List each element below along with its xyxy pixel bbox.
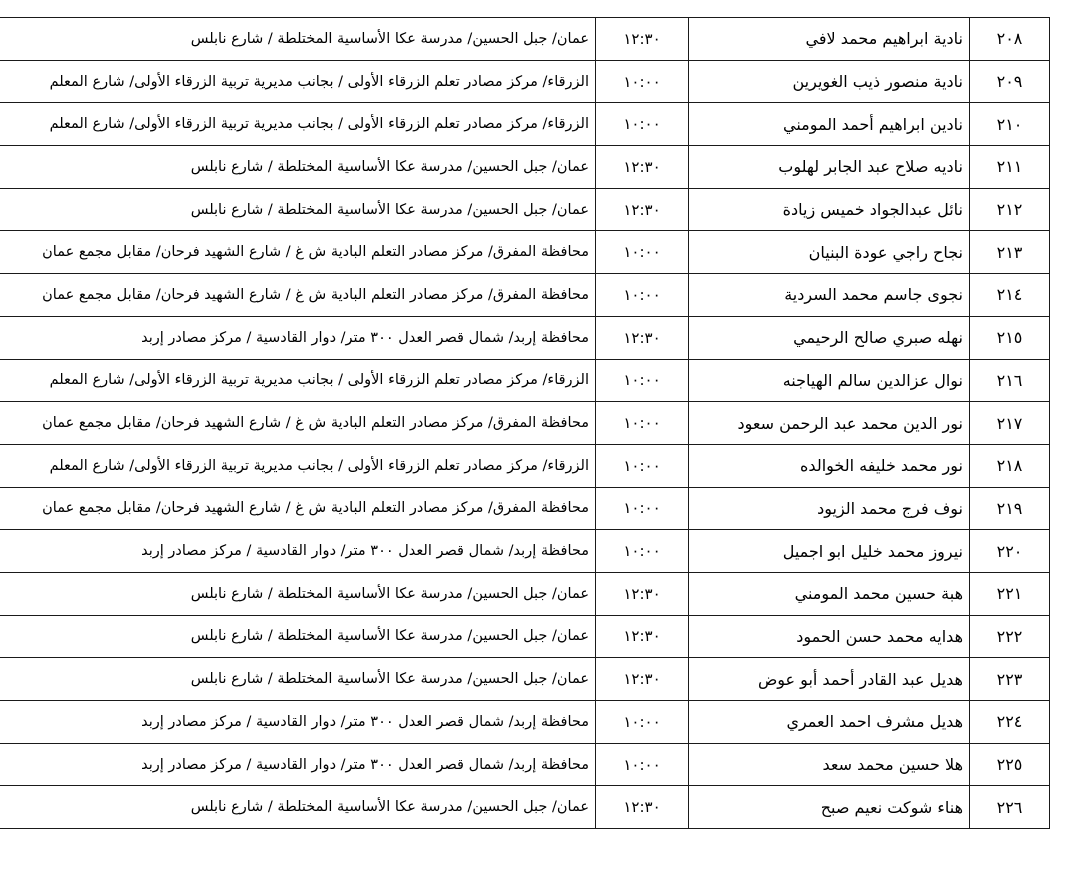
table-row bbox=[0, 615, 1050, 658]
person-name-cell: نجوى جاسم محمد السردية bbox=[689, 274, 970, 317]
appointment-time-cell: ١٠:٠٠ bbox=[596, 487, 689, 530]
serial-number-cell: ٢١٦ bbox=[970, 359, 1050, 402]
person-name-cell: نور محمد خليفه الخوالده bbox=[689, 444, 970, 487]
exam-location-cell: الزرقاء/ مركز مصادر تعلم الزرقاء الأولى / بجانب مديرية تربية الزرقاء الأولى/ شارع المعلم bbox=[0, 103, 596, 146]
appointment-time-cell: ١٠:٠٠ bbox=[596, 231, 689, 274]
exam-location-cell: محافظة إربد/ شمال قصر العدل ٣٠٠ متر/ دوار القادسية / مركز مصادر إربد bbox=[0, 743, 596, 786]
table-row bbox=[0, 743, 1050, 786]
serial-number-cell: ٢٢٥ bbox=[970, 743, 1050, 786]
person-name-cell: هديل عبد القادر أحمد أبو عوض bbox=[689, 658, 970, 701]
exam-location-cell: الزرقاء/ مركز مصادر تعلم الزرقاء الأولى / بجانب مديرية تربية الزرقاء الأولى/ شارع المعلم bbox=[0, 444, 596, 487]
exam-location-cell: عمان/ جبل الحسين/ مدرسة عكا الأساسية المختلطة / شارع نابلس bbox=[0, 572, 596, 615]
table-row bbox=[0, 530, 1050, 573]
table-row bbox=[0, 572, 1050, 615]
table-row bbox=[0, 103, 1050, 146]
serial-number-cell: ٢٢٦ bbox=[970, 786, 1050, 829]
person-name-cell: نائل عبدالجواد خميس زيادة bbox=[689, 188, 970, 231]
exam-location-cell: عمان/ جبل الحسين/ مدرسة عكا الأساسية المختلطة / شارع نابلس bbox=[0, 658, 596, 701]
appointment-time-cell: ١٠:٠٠ bbox=[596, 402, 689, 445]
appointment-time-cell: ١٠:٠٠ bbox=[596, 444, 689, 487]
serial-number-cell: ٢٢٠ bbox=[970, 530, 1050, 573]
exam-location-cell: محافظة إربد/ شمال قصر العدل ٣٠٠ متر/ دوار القادسية / مركز مصادر إربد bbox=[0, 530, 596, 573]
table-row bbox=[0, 60, 1050, 103]
table-row bbox=[0, 359, 1050, 402]
table-row bbox=[0, 701, 1050, 744]
appointment-time-cell: ١٢:٣٠ bbox=[596, 658, 689, 701]
exam-location-cell: محافظة المفرق/ مركز مصادر التعلم البادية ش غ / شارع الشهيد فرحان/ مقابل مجمع عمان bbox=[0, 402, 596, 445]
serial-number-cell: ٢١٤ bbox=[970, 274, 1050, 317]
person-name-cell: نادية منصور ذيب الغويرين bbox=[689, 60, 970, 103]
serial-number-cell: ٢١٣ bbox=[970, 231, 1050, 274]
table-row bbox=[0, 658, 1050, 701]
appointment-time-cell: ١٢:٣٠ bbox=[596, 786, 689, 829]
exam-location-cell: عمان/ جبل الحسين/ مدرسة عكا الأساسية المختلطة / شارع نابلس bbox=[0, 146, 596, 189]
serial-number-cell: ٢١٢ bbox=[970, 188, 1050, 231]
table-row bbox=[0, 274, 1050, 317]
exam-location-cell: محافظة إربد/ شمال قصر العدل ٣٠٠ متر/ دوار القادسية / مركز مصادر إربد bbox=[0, 316, 596, 359]
table-row bbox=[0, 402, 1050, 445]
appointment-time-cell: ١٢:٣٠ bbox=[596, 615, 689, 658]
schedule-table-body bbox=[0, 18, 1050, 829]
serial-number-cell: ٢٢٢ bbox=[970, 615, 1050, 658]
serial-number-cell: ٢١٩ bbox=[970, 487, 1050, 530]
person-name-cell: نجاح راجي عودة البنيان bbox=[689, 231, 970, 274]
serial-number-cell: ٢٢٣ bbox=[970, 658, 1050, 701]
exam-location-cell: محافظة المفرق/ مركز مصادر التعلم البادية ش غ / شارع الشهيد فرحان/ مقابل مجمع عمان bbox=[0, 487, 596, 530]
exam-location-cell: عمان/ جبل الحسين/ مدرسة عكا الأساسية المختلطة / شارع نابلس bbox=[0, 615, 596, 658]
serial-number-cell: ٢١٧ bbox=[970, 402, 1050, 445]
appointment-time-cell: ١٠:٠٠ bbox=[596, 743, 689, 786]
person-name-cell: نيروز محمد خليل ابو اجميل bbox=[689, 530, 970, 573]
appointment-time-cell: ١٢:٣٠ bbox=[596, 572, 689, 615]
exam-location-cell: محافظة المفرق/ مركز مصادر التعلم البادية ش غ / شارع الشهيد فرحان/ مقابل مجمع عمان bbox=[0, 231, 596, 274]
appointment-time-cell: ١٠:٠٠ bbox=[596, 274, 689, 317]
person-name-cell: نهله صبري صالح الرحيمي bbox=[689, 316, 970, 359]
appointment-time-cell: ١٠:٠٠ bbox=[596, 701, 689, 744]
serial-number-cell: ٢٠٩ bbox=[970, 60, 1050, 103]
serial-number-cell: ٢١٠ bbox=[970, 103, 1050, 146]
exam-location-cell: الزرقاء/ مركز مصادر تعلم الزرقاء الأولى / بجانب مديرية تربية الزرقاء الأولى/ شارع المعلم bbox=[0, 359, 596, 402]
person-name-cell: هناء شوكت نعيم صبح bbox=[689, 786, 970, 829]
table-row bbox=[0, 786, 1050, 829]
serial-number-cell: ٢٠٨ bbox=[970, 18, 1050, 61]
exam-location-cell: عمان/ جبل الحسين/ مدرسة عكا الأساسية المختلطة / شارع نابلس bbox=[0, 786, 596, 829]
exam-location-cell: عمان/ جبل الحسين/ مدرسة عكا الأساسية المختلطة / شارع نابلس bbox=[0, 18, 596, 61]
exam-location-cell: محافظة إربد/ شمال قصر العدل ٣٠٠ متر/ دوار القادسية / مركز مصادر إربد bbox=[0, 701, 596, 744]
person-name-cell: نادية ابراهيم محمد لافي bbox=[689, 18, 970, 61]
person-name-cell: هدايه محمد حسن الحمود bbox=[689, 615, 970, 658]
serial-number-cell: ٢١٨ bbox=[970, 444, 1050, 487]
serial-number-cell: ٢٢١ bbox=[970, 572, 1050, 615]
table-row bbox=[0, 146, 1050, 189]
person-name-cell: نوال عزالدين سالم الهياجنه bbox=[689, 359, 970, 402]
person-name-cell: هبة حسين محمد المومني bbox=[689, 572, 970, 615]
person-name-cell: نور الدين محمد عبد الرحمن سعود bbox=[689, 402, 970, 445]
person-name-cell: هلا حسين محمد سعد bbox=[689, 743, 970, 786]
schedule-table bbox=[0, 17, 1050, 829]
serial-number-cell: ٢٢٤ bbox=[970, 701, 1050, 744]
exam-location-cell: عمان/ جبل الحسين/ مدرسة عكا الأساسية المختلطة / شارع نابلس bbox=[0, 188, 596, 231]
appointment-time-cell: ١٢:٣٠ bbox=[596, 18, 689, 61]
appointment-time-cell: ١٢:٣٠ bbox=[596, 146, 689, 189]
table-row bbox=[0, 18, 1050, 61]
serial-number-cell: ٢١٥ bbox=[970, 316, 1050, 359]
appointment-time-cell: ١٠:٠٠ bbox=[596, 60, 689, 103]
appointment-time-cell: ١٠:٠٠ bbox=[596, 103, 689, 146]
appointment-time-cell: ١٢:٣٠ bbox=[596, 188, 689, 231]
person-name-cell: نوف فرج محمد الزيود bbox=[689, 487, 970, 530]
appointment-time-cell: ١٠:٠٠ bbox=[596, 359, 689, 402]
person-name-cell: نادين ابراهيم أحمد المومني bbox=[689, 103, 970, 146]
table-row bbox=[0, 231, 1050, 274]
serial-number-cell: ٢١١ bbox=[970, 146, 1050, 189]
appointment-time-cell: ١٠:٠٠ bbox=[596, 530, 689, 573]
appointment-time-cell: ١٢:٣٠ bbox=[596, 316, 689, 359]
table-row bbox=[0, 487, 1050, 530]
table-row bbox=[0, 188, 1050, 231]
person-name-cell: هديل مشرف احمد العمري bbox=[689, 701, 970, 744]
exam-location-cell: محافظة المفرق/ مركز مصادر التعلم البادية ش غ / شارع الشهيد فرحان/ مقابل مجمع عمان bbox=[0, 274, 596, 317]
table-row bbox=[0, 316, 1050, 359]
exam-location-cell: الزرقاء/ مركز مصادر تعلم الزرقاء الأولى / بجانب مديرية تربية الزرقاء الأولى/ شارع المعلم bbox=[0, 60, 596, 103]
person-name-cell: ناديه صلاح عبد الجابر لهلوب bbox=[689, 146, 970, 189]
table-row bbox=[0, 444, 1050, 487]
